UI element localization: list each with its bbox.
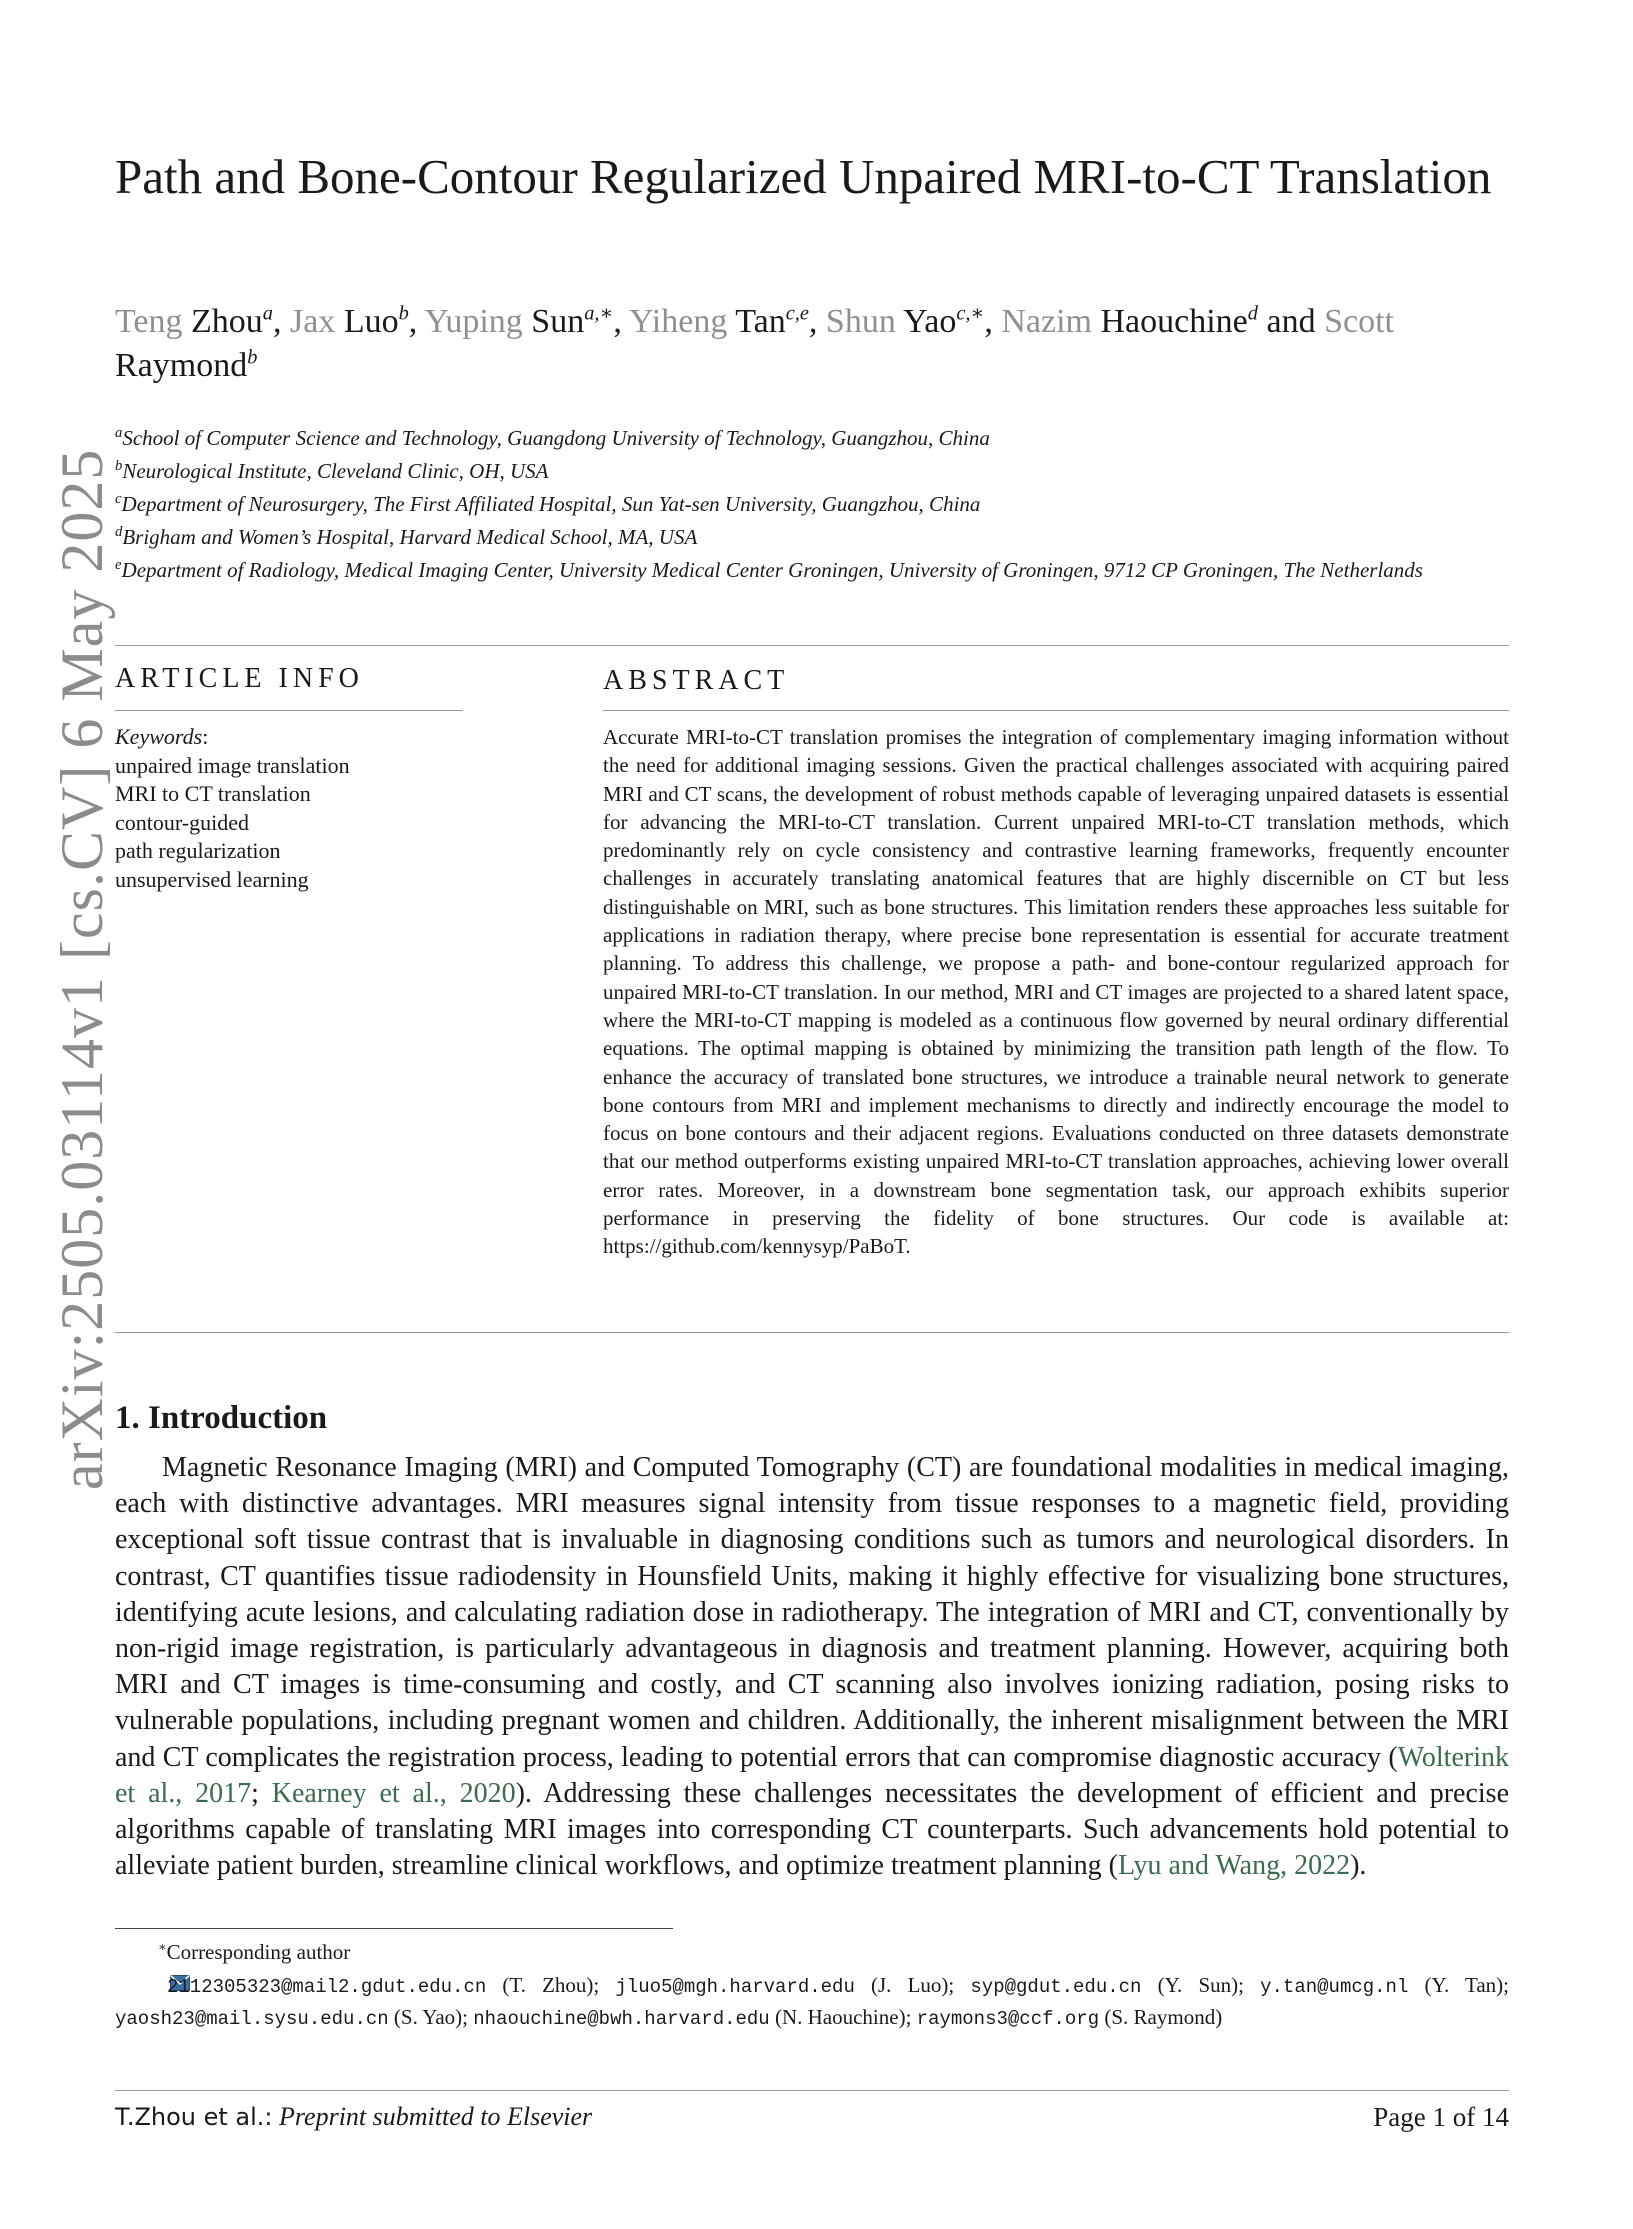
- email-link[interactable]: syp@gdut.edu.cn: [970, 1976, 1142, 1998]
- author-affiliation-mark: b: [398, 302, 409, 325]
- email-link[interactable]: 2112305323@mail2.gdut.edu.cn: [167, 1976, 487, 1998]
- keywords-label: Keywords: [115, 724, 203, 749]
- citation-link-3[interactable]: Lyu and Wang, 2022: [1118, 1850, 1351, 1882]
- author-separator: ,: [984, 303, 1002, 340]
- abstract-underline: [603, 710, 1509, 711]
- author-6: [1001, 303, 1324, 340]
- author-separator: ,: [272, 303, 290, 340]
- affiliation-e: [115, 554, 1515, 587]
- affiliation-text: Neurological Institute, Cleveland Clinic, OH, USA: [122, 459, 549, 483]
- author-affiliation-mark: b: [247, 346, 258, 369]
- footer-venue: Preprint submitted to Elsevier: [279, 2102, 593, 2131]
- author-4: [629, 303, 826, 340]
- affiliation-b: [115, 455, 1515, 488]
- author-separator: and: [1257, 303, 1325, 340]
- footer-rule: [115, 2090, 1509, 2091]
- author-surname: Sun: [531, 303, 585, 340]
- author-surname: Luo: [343, 303, 399, 340]
- intro-text-1: Magnetic Resonance Imaging (MRI) and Computed Tomography (CT) are foundational modalities in medical imaging, each with distinctive advantages. MRI measures signal intensity from tissue responses to a magnetic field, providing exceptional soft tissue contrast that is invaluable in diagnosing conditions such as tumors and neurological disorders. In contrast, CT quantifies tissue radiodensity in Hounsfield Units, making it highly effective for visualizing bone structures, identifying acute lesions, and calculating radiation dose in radiotherapy. The integration of MRI and CT, conventionally by non-rigid image registration, is particularly advantageous in diagnosis and treatment planning. However, acquiring both MRI and CT images is time-consuming and costly, and CT scanning also involves ionizing radiation, posing risks to vulnerable populations, including pregnant women and children. Additionally, the inherent misalignment between the MRI and CT complicates the registration process, leading to potential errors that can compromise diagnostic accuracy (: [115, 1452, 1509, 1773]
- keyword-item: contour-guided: [115, 809, 249, 835]
- keyword-list: [115, 752, 475, 895]
- citation-1-year[interactable]: 2017: [195, 1777, 252, 1809]
- affiliation-d: [115, 521, 1515, 554]
- affiliation-mark: a: [115, 425, 123, 441]
- author-5: [826, 303, 1001, 340]
- author-surname: Zhou: [191, 303, 263, 340]
- email-owner: (S. Yao);: [388, 2005, 474, 2029]
- author-3: [425, 303, 630, 340]
- author-given-name: Shun: [825, 303, 896, 340]
- article-info-heading: ARTICLE INFO: [115, 663, 364, 694]
- author-affiliation-mark: c,e: [785, 302, 809, 325]
- affiliation-text: Department of Radiology, Medical Imaging Center, University Medical Center Groningen, University of Groningen, 9712 CP Groningen, The Netherlands: [121, 558, 1423, 582]
- keyword-item: path regularization: [115, 838, 281, 863]
- email-owner: (T. Zhou);: [486, 1973, 616, 1997]
- affiliation-mark: c: [115, 491, 122, 507]
- section-title-introduction: 1. Introduction: [115, 1400, 328, 1436]
- email-owner: (N. Haouchine);: [769, 2005, 917, 2029]
- email-link[interactable]: jluo5@mgh.harvard.edu: [615, 1976, 855, 1998]
- author-given-name: Yiheng: [629, 303, 728, 340]
- author-affiliation-mark: a,∗: [584, 302, 614, 325]
- keyword-item: unsupervised learning: [115, 866, 309, 892]
- author-surname: Haouchine: [1100, 303, 1248, 340]
- author-surname: Raymond: [115, 347, 248, 384]
- introduction-paragraph: Magnetic Resonance Imaging (MRI) and Computed Tomography (CT) are foundational modalities in medical imaging, each with distinctive advantages. MRI measures signal intensity from tissue responses to a magnetic field, providing exceptional soft tissue contrast that is invaluable in diagnosing conditions such as tumors and neurological disorders. In contrast, CT quantifies tissue radiodensity in Hounsfield Units, making it highly effective for visualizing bone structures, identifying acute lesions, and calculating radiation dose in radiotherapy. The integration of MRI and CT, conventionally by non-rigid image registration, is particularly advantageous in diagnosis and treatment planning. However, acquiring both MRI and CT images is time-consuming and costly, and CT scanning also involves ionizing radiation, posing risks to vulnerable populations, including pregnant women and children. Additionally, the inherent misalignment between the MRI and CT complicates the registration process, leading to potential errors that can compromise diagnostic accuracy (Wolterink et al., 2017; Kearney et al., 2020). Addressing these challenges necessitates the development of efficient and precise algorithms capable of translating MRI images into corresponding CT counterparts. Such advancements hold potential to alleviate patient burden, streamline clinical workflows, and optimize treatment planning (Lyu and Wang, 2022).: [115, 1452, 1509, 1882]
- author-separator: ,: [808, 303, 826, 340]
- abstract-body: Accurate MRI-to-CT translation promises the integration of complementary imaging information without the need for additional imaging sessions. Given the practical challenges associated with acquiring paired MRI and CT scans, the development of robust methods capable of leveraging unpaired datasets is essential for advancing the MRI-to-CT translation. Current unpaired MRI-to-CT translation methods, which predominantly rely on cycle consistency and contrastive learning frameworks, frequently encounter challenges in accurately translating anatomical features that are highly discernible on CT but less distinguishable on MRI, such as bone structures. This limitation renders these approaches less suitable for applications in radiation therapy, where precise bone representation is essential for accurate treatment planning. To address this challenge, we propose a path- and bone-contour regularized approach for unpaired MRI-to-CT translation. In our method, MRI and CT images are projected to a shared latent space, where the MRI-to-CT mapping is modeled as a continuous flow governed by neural ordinary differential equations. The optimal mapping is obtained by minimizing the transition path length of the flow. To enhance the accuracy of translated bone structures, we introduce a trainable neural network to generate bone contours from MRI and implement mechanisms to directly and indirectly encourage the model to focus on bone contours and their adjacent regions. Evaluations conducted on three datasets demonstrate that our method outperforms existing unpaired MRI-to-CT translation approaches, achieving lower overall error rates. Moreover, in a downstream bone segmentation task, our approach exhibits superior performance in preserving the fidelity of bone structures. Our code is available at: https://github.com/kennysyp/PaBoT.: [603, 725, 1509, 1259]
- email-owner: (Y. Sun);: [1141, 1973, 1261, 1997]
- article-info-underline: [115, 710, 463, 711]
- email-owner: (J. Luo);: [854, 1973, 971, 1997]
- running-footer: [115, 2102, 592, 2132]
- affiliations: [115, 422, 1515, 587]
- author-given-name: Nazim: [1001, 303, 1092, 340]
- email-link[interactable]: raymons3@ccf.org: [916, 2008, 1100, 2030]
- email-link[interactable]: nhaouchine@bwh.harvard.edu: [473, 2008, 770, 2030]
- keyword-item: MRI to CT translation: [115, 781, 311, 806]
- citation-3-year[interactable]: 2022: [1294, 1850, 1351, 1882]
- citation-1-authors[interactable]: Wolterink et al.: [115, 1741, 1509, 1809]
- affiliation-mark: d: [115, 524, 123, 540]
- author-given-name: Yuping: [424, 303, 523, 340]
- affiliation-text: Department of Neurosurgery, The First Affiliated Hospital, Sun Yat-sen University, Guangzhou, China: [121, 492, 981, 516]
- author-affiliation-mark: c,∗: [956, 302, 985, 325]
- divider-top: [115, 645, 1509, 646]
- keyword-item: unpaired image translation: [115, 752, 350, 778]
- author-list: [115, 300, 1515, 388]
- affiliation-mark: e: [115, 557, 122, 573]
- author-given-name: Teng: [115, 303, 183, 340]
- author-affiliation-mark: d: [1247, 302, 1258, 325]
- affiliation-c: [115, 488, 1515, 521]
- page-number: Page 1 of 14: [1373, 2102, 1509, 2132]
- citation-3-authors[interactable]: Lyu and Wang: [1118, 1850, 1281, 1882]
- author-emails: [115, 1970, 1509, 2034]
- corresponding-author-label: Corresponding author: [166, 1940, 351, 1964]
- abstract-heading: ABSTRACT: [603, 665, 790, 696]
- author-surname: Yao: [903, 303, 957, 340]
- affiliation-a: [115, 422, 1515, 455]
- footnote-rule: [115, 1928, 673, 1929]
- author-separator: ,: [408, 303, 425, 340]
- affiliation-text: School of Computer Science and Technology, Guangdong University of Technology, Guangzhou, China: [122, 426, 990, 450]
- author-2: [290, 303, 425, 340]
- intro-text-2: ). Addressing these challenges necessitates the development of efficient and precise algorithms capable of translating MRI images into corresponding CT counterparts. Such advancements hold potential to alleviate patient burden, streamline clinical workflows, and optimize treatment planning (: [115, 1777, 1509, 1882]
- email-link[interactable]: y.tan@umcg.nl: [1260, 1976, 1409, 1998]
- email-link[interactable]: yaosh23@mail.sysu.edu.cn: [115, 2008, 389, 2030]
- citation-link-2[interactable]: Kearney et al., 2020: [271, 1777, 516, 1809]
- citation-2-authors[interactable]: Kearney et al.: [271, 1777, 440, 1809]
- divider-bottom: [115, 1332, 1509, 1333]
- corresponding-author-note: ∗Corresponding author: [158, 1940, 351, 1964]
- email-owner: (S. Raymond): [1099, 2005, 1223, 2029]
- author-separator: ,: [613, 303, 630, 340]
- footer-author: T.Zhou et al.:: [115, 2103, 273, 2131]
- keywords-block: Keywords: unpaired image translation MRI to CT translation contour-guided path regularization unsupervised learning: [115, 723, 475, 894]
- author-given-name: Scott: [1324, 303, 1394, 340]
- author-given-name: Jax: [289, 303, 336, 340]
- email-owner: (Y. Tan);: [1408, 1973, 1510, 1997]
- author-1: [115, 303, 290, 340]
- affiliation-mark: b: [115, 458, 123, 474]
- intro-text-3: ).: [1350, 1850, 1367, 1882]
- affiliation-text: Brigham and Women’s Hospital, Harvard Medical School, MA, USA: [122, 525, 698, 549]
- citation-2-year[interactable]: 2020: [459, 1777, 516, 1809]
- arxiv-side-stamp: arXiv:2505.03114v1 [cs.CV] 6 May 2025: [49, 448, 115, 1490]
- author-affiliation-mark: a: [262, 302, 273, 325]
- author-surname: Tan: [735, 303, 786, 340]
- citation-link-1[interactable]: Wolterink et al., 2017: [115, 1741, 1509, 1809]
- paper-title: Path and Bone-Contour Regularized Unpaired MRI-to-CT Translation: [115, 149, 1492, 204]
